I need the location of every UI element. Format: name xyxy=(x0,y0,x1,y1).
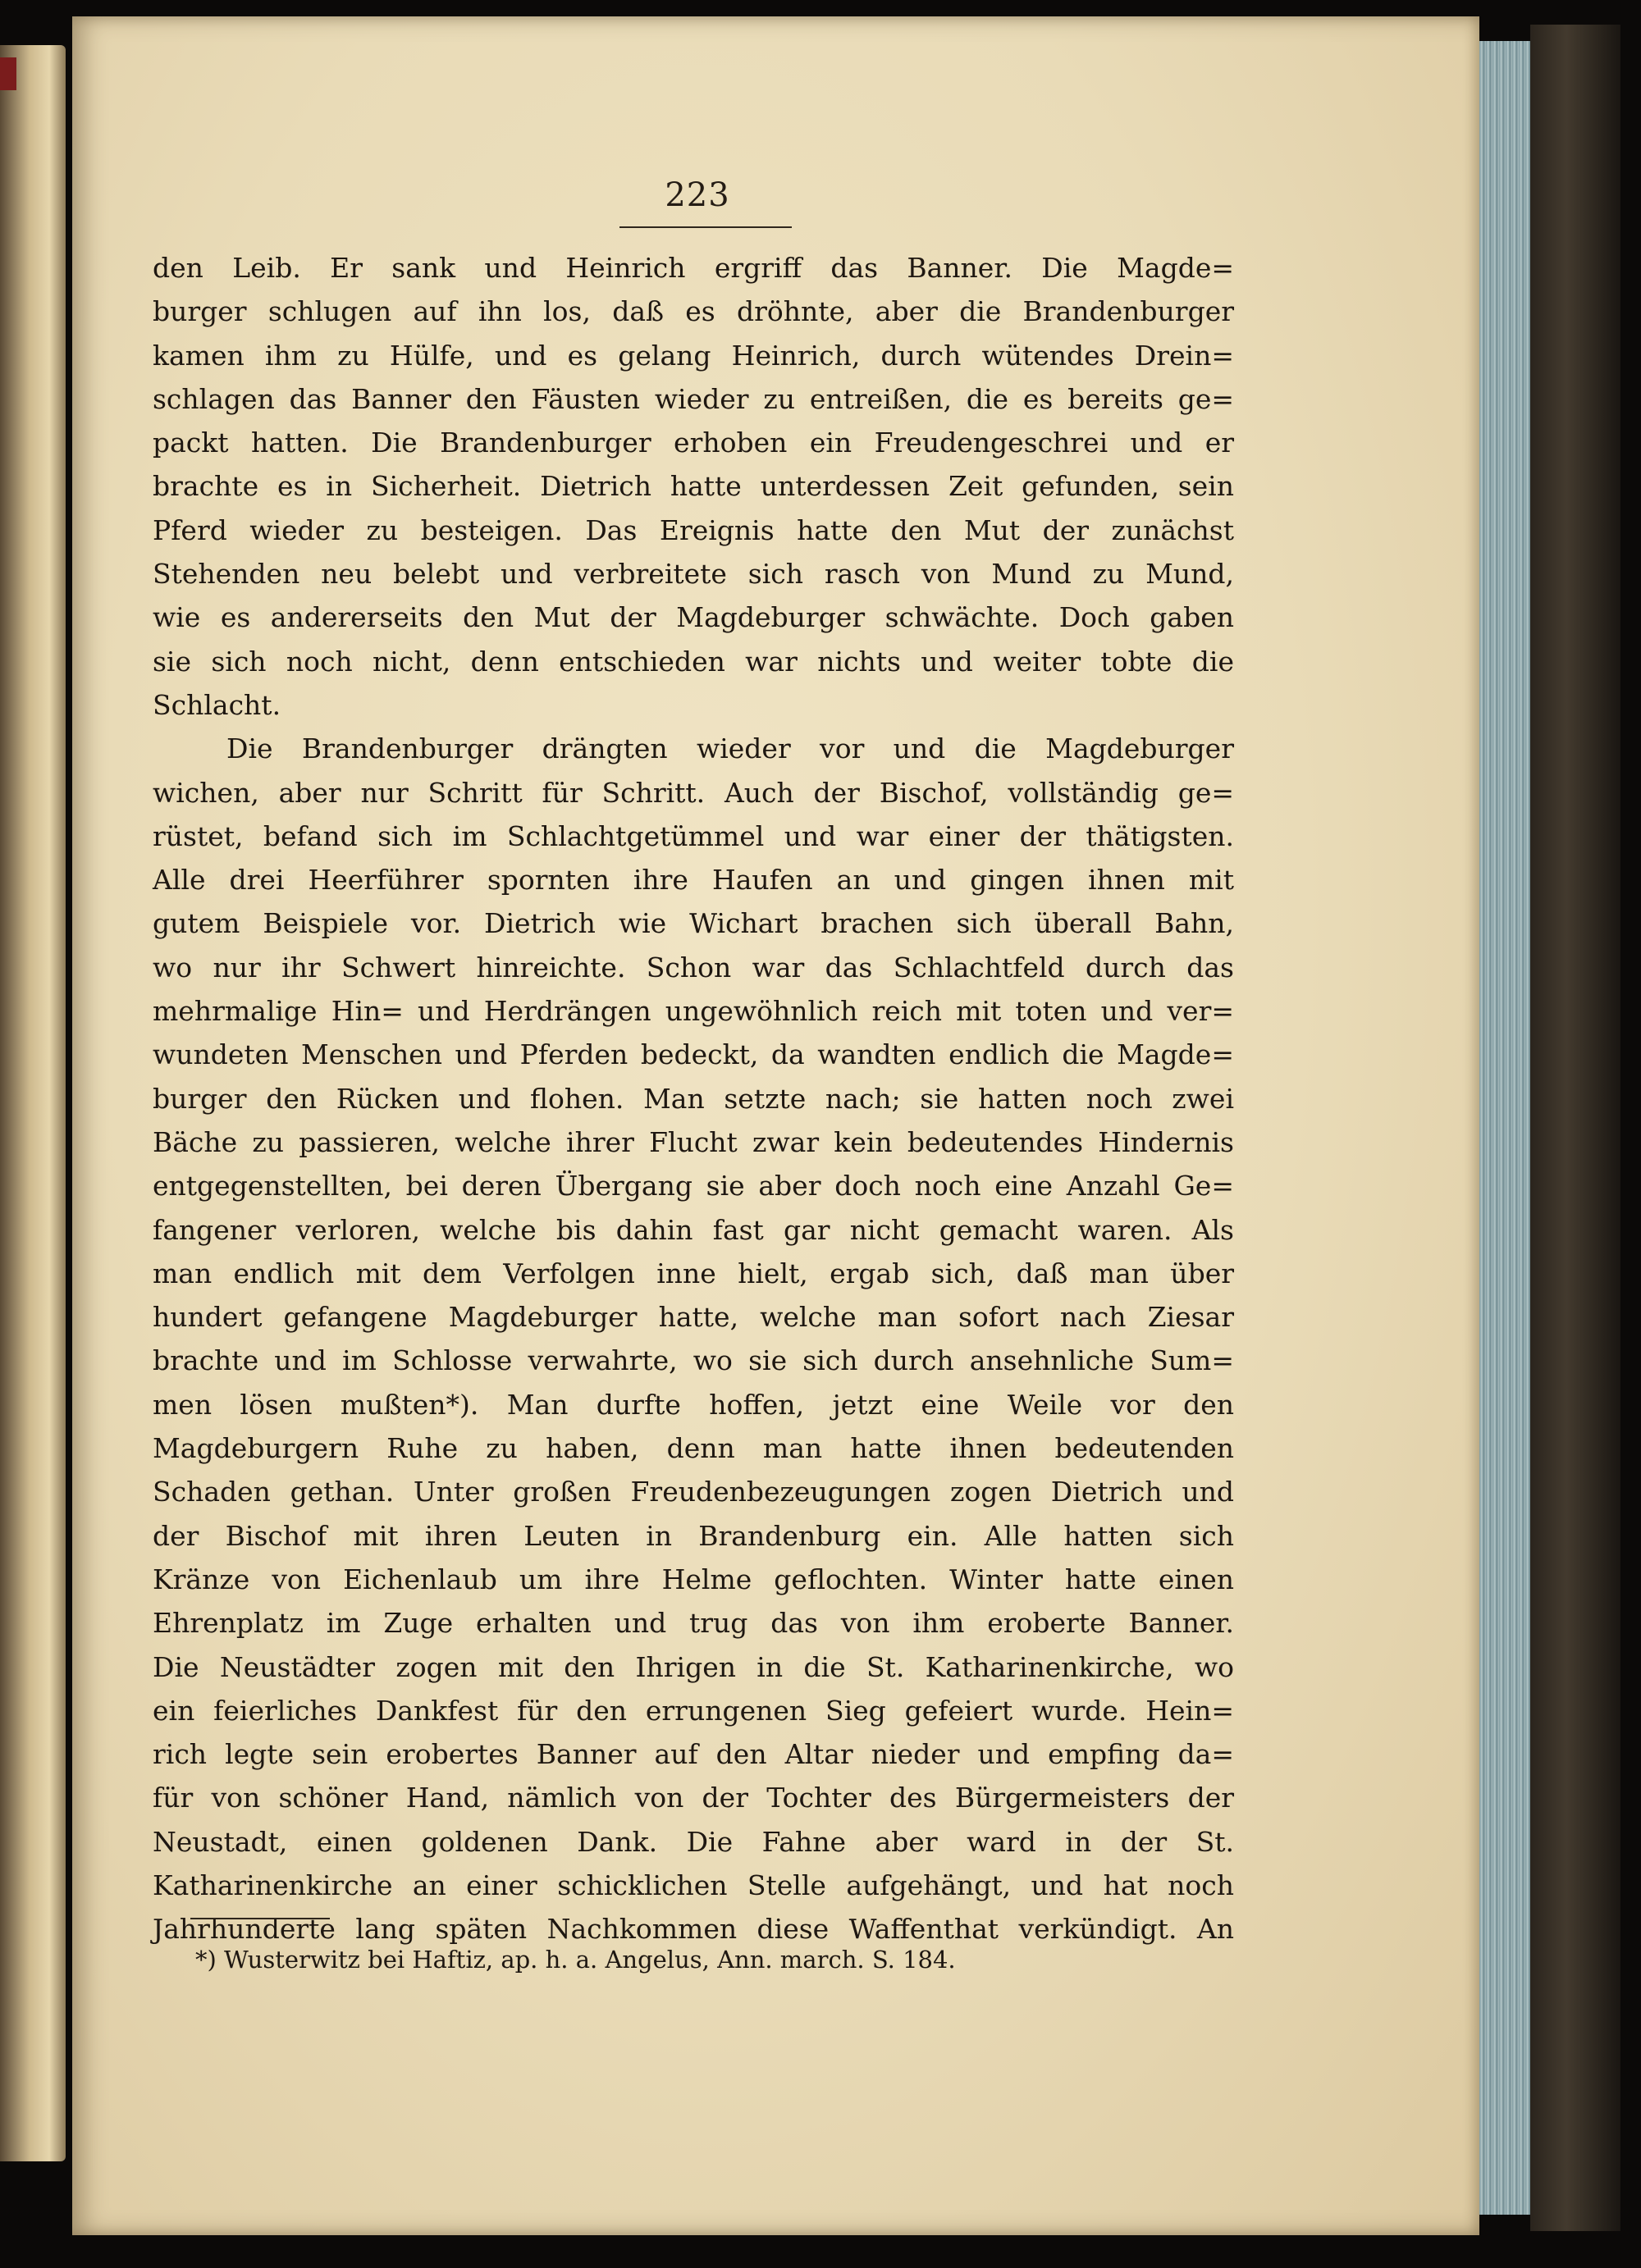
text-line: Schlacht. xyxy=(153,688,281,721)
text-line: burger schlugen auf ihn los, daß es dröhnte, aber die Brandenburger xyxy=(153,295,1234,328)
text-line: Magdeburgern Ruhe zu haben, denn man hatte ihnen bedeutenden xyxy=(153,1432,1234,1465)
text-line: Alle drei Heerführer spornten ihre Haufen an und gingen ihnen mit xyxy=(153,864,1234,897)
text-line: brachte es in Sicherheit. Dietrich hatte unterdessen Zeit gefunden, sein xyxy=(153,470,1234,503)
text-line: fangener verloren, welche bis dahin fast gar nicht gemacht waren. Als xyxy=(153,1213,1234,1246)
footnote: *) Wusterwitz bei Haftiz, ap. h. a. Angelus, Ann. march. S. 184. xyxy=(195,1946,956,1974)
text-line: rüstet, befand sich im Schlachtgetümmel und war einer der thätigsten. xyxy=(153,819,1234,852)
text-line: den Leib. Er sank und Heinrich ergriff das Banner. Die Magde= xyxy=(153,252,1234,284)
left-page-edge xyxy=(0,45,66,2161)
text-line: gutem Beispiele vor. Dietrich wie Wichart brachen sich überall Bahn, xyxy=(153,907,1234,940)
text-line: der Bischof mit ihren Leuten in Brandenburg ein. Alle hatten sich xyxy=(153,1519,1234,1552)
text-line: Pferd wieder zu besteigen. Das Ereignis hatte den Mut der zunächst xyxy=(153,513,1234,546)
text-line: men lösen mußten*). Man durfte hoffen, jetzt eine Weile vor den xyxy=(153,1388,1234,1421)
text-line: wo nur ihr Schwert hinreichte. Schon war das Schlachtfeld durch das xyxy=(153,951,1234,983)
text-line: wichen, aber nur Schritt für Schritt. Auch der Bischof, vollständig ge= xyxy=(153,776,1234,809)
text-line: man endlich mit dem Verfolgen inne hielt, ergab sich, daß man über xyxy=(153,1257,1234,1289)
text-line: mehrmalige Hin= und Herdrängen ungewöhnlich reich mit toten und ver= xyxy=(153,995,1234,1028)
book-cover-edge xyxy=(1530,25,1620,2231)
text-line: wundeten Menschen und Pferden bedeckt, da wandten endlich die Magde= xyxy=(153,1038,1234,1071)
text-line: Jahrhunderte lang späten Nachkommen diese Waffenthat verkündigt. An xyxy=(153,1913,1234,1946)
text-line: Die Neustädter zogen mit den Ihrigen in die St. Katharinenkirche, wo xyxy=(153,1650,1234,1683)
text-line: Katharinenkirche an einer schicklichen Stelle aufgehängt, und hat noch xyxy=(153,1869,1234,1901)
text-line: brachte und im Schlosse verwahrte, wo sie sich durch ansehnliche Sum= xyxy=(153,1344,1234,1377)
text-line: burger den Rücken und flohen. Man setzte nach; sie hatten noch zwei xyxy=(153,1082,1234,1115)
body-text xyxy=(153,246,1234,1951)
text-line: Neustadt, einen goldenen Dank. Die Fahne aber ward in der St. xyxy=(153,1825,1234,1858)
text-line: kamen ihm zu Hülfe, und es gelang Heinrich, durch wütendes Drein= xyxy=(153,339,1234,372)
text-line: Bäche zu passieren, welche ihrer Flucht zwar kein bedeutendes Hindernis xyxy=(153,1125,1234,1158)
text-line: packt hatten. Die Brandenburger erhoben ein Freudengeschrei und er xyxy=(153,427,1234,459)
header-rule xyxy=(619,226,792,228)
text-line: ein feierliches Dankfest für den errungenen Sieg gefeiert wurde. Hein= xyxy=(153,1694,1234,1727)
text-line: schlagen das Banner den Fäusten wieder zu entreißen, die es bereits ge= xyxy=(153,382,1234,415)
text-line: entgegenstellten, bei deren Übergang sie aber doch noch eine Anzahl Ge= xyxy=(153,1170,1234,1202)
text-line: Stehenden neu belebt und verbreitete sich rasch von Mund zu Mund, xyxy=(153,558,1234,591)
text-line: Ehrenplatz im Zuge erhalten und trug das von ihm eroberte Banner. xyxy=(153,1607,1234,1640)
text-line: hundert gefangene Magdeburger hatte, welche man sofort nach Ziesar xyxy=(153,1301,1234,1334)
text-line: für von schöner Hand, nämlich von der Tochter des Bürgermeisters der xyxy=(153,1782,1234,1814)
text-line: rich legte sein erobertes Banner auf den Altar nieder und empfing da= xyxy=(153,1738,1234,1771)
text-line: sie sich noch nicht, denn entschieden war nichts und weiter tobte die xyxy=(153,645,1234,678)
spine-mark xyxy=(0,57,16,90)
text-line: Schaden gethan. Unter großen Freudenbezeugungen zogen Dietrich und xyxy=(153,1476,1234,1508)
footnote-rule xyxy=(190,1918,330,1919)
page-fore-edge xyxy=(1479,41,1534,2215)
page-number: 223 xyxy=(665,176,730,214)
text-line: wie es andererseits den Mut der Magdeburger schwächte. Doch gaben xyxy=(153,601,1234,634)
text-line: Kränze von Eichenlaub um ihre Helme geflochten. Winter hatte einen xyxy=(153,1563,1234,1595)
text-line: Die Brandenburger drängten wieder vor und die Magdeburger xyxy=(226,732,1234,765)
